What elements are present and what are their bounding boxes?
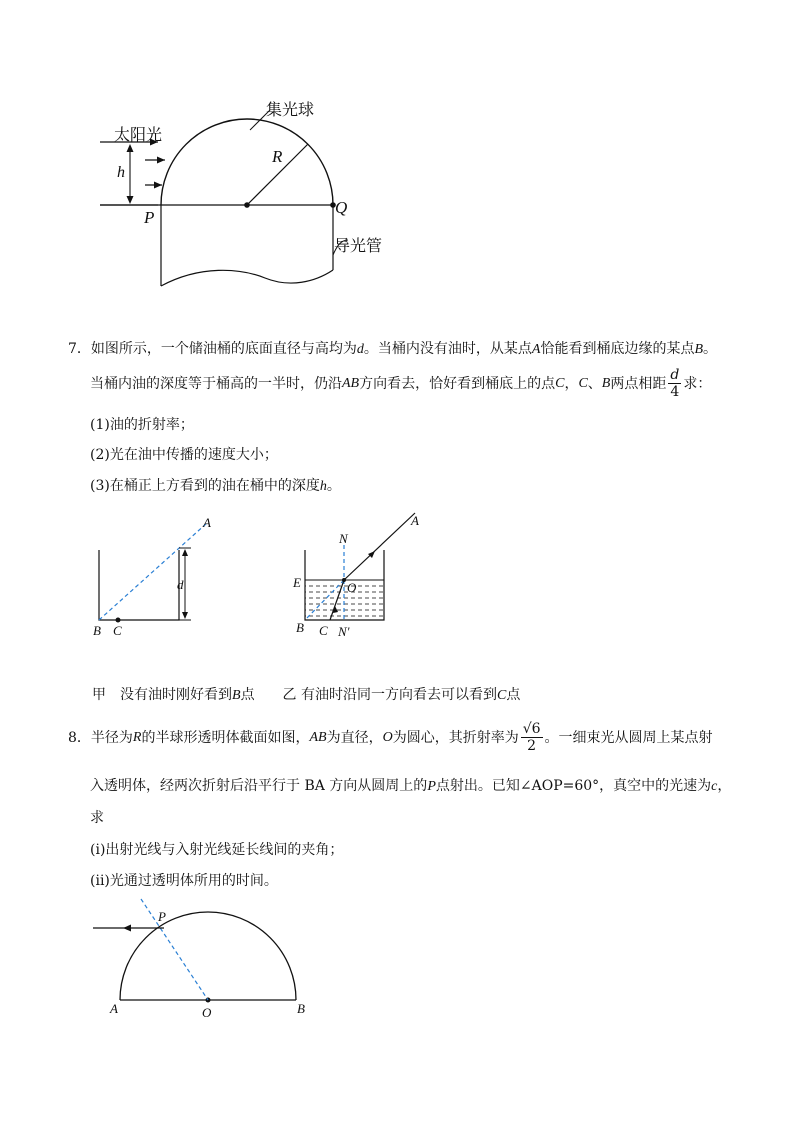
q7-number: 7． <box>68 341 91 357</box>
jia-label-c: C <box>113 623 122 638</box>
q8-line3: 求 <box>90 810 104 826</box>
jia-label-d: d <box>177 577 184 592</box>
q7-sub2: (2)光在油中传播的速度大小； <box>90 447 278 463</box>
q8-sub2: (ii)光通过透明体所用的时间。 <box>90 873 278 889</box>
yi-label-a: A <box>411 513 419 528</box>
yi-label-n: N <box>339 531 348 546</box>
q8-number: 8． <box>68 729 91 746</box>
yi-label-n-prime: N' <box>338 624 350 639</box>
collector-label: 集光球 <box>266 100 315 119</box>
figure-light-collector <box>90 90 410 300</box>
hemisphere-label-o: O <box>202 1005 212 1020</box>
figure-hemisphere <box>85 895 325 1025</box>
jia-label-a: A <box>203 515 211 530</box>
oil-tank-diagram <box>85 505 445 645</box>
q7-line2: 当桶内油的深度等于桶高的一半时，仍沿 AB 方向看去，恰好看到桶底上的点 C ， C 、 B 两点相距 $\frac{d}{4}$ 求： <box>90 367 712 400</box>
hemisphere-label-a: A <box>110 1001 118 1016</box>
q8-line1: 8． 半径为 R 的半球形透明体截面如图， AB 为直径， O 为圆心，其折射率为 $\frac{√6}{2}$ 。一细束光从圆周上某点射 <box>68 721 713 754</box>
q7-sub3: (3)在桶正上方看到的油在桶中的深度h。 <box>90 478 341 494</box>
yi-label-o: O <box>347 580 357 595</box>
yi-label-c: C <box>319 623 328 638</box>
hemisphere-label-p: P <box>158 909 166 924</box>
q8-line2: 入透明体，经两次折射后沿平行于 BA 方向从圆周上的P点射出。已知∠AOP=60°，真空中的光速为c， <box>90 778 732 794</box>
jia-label-b: B <box>93 623 101 638</box>
yi-label-e: E <box>293 575 301 590</box>
figure2-caption: 甲 没有油时刚好看到B点 乙 有油时沿同一方向看去可以看到C点 <box>92 687 521 703</box>
q8-sub1: (i)出射光线与入射光线延长线间的夹角； <box>90 842 344 858</box>
q7-sub1: (1)油的折射率； <box>90 417 194 433</box>
q8-refractive-index: $\frac{√6}{2}$ <box>522 721 541 754</box>
q7-fraction: $\frac{d}{4}$ <box>670 367 680 400</box>
pipe-label: 导光管 <box>334 236 383 255</box>
figure-oil-tank <box>85 505 445 645</box>
hemisphere-label-b: B <box>297 1001 305 1016</box>
point-p-label: P <box>144 208 155 227</box>
point-q-label: Q <box>335 198 348 217</box>
height-label: h <box>117 164 125 181</box>
sunlight-label: 太阳光 <box>114 125 163 144</box>
yi-label-b: B <box>296 620 304 635</box>
radius-label: R <box>272 147 283 166</box>
q7-line1: 7．如图所示，一个储油桶的底面直径与高均为d。当桶内没有油时，从某点A恰能看到桶底边缘的某点B。 <box>68 341 718 357</box>
